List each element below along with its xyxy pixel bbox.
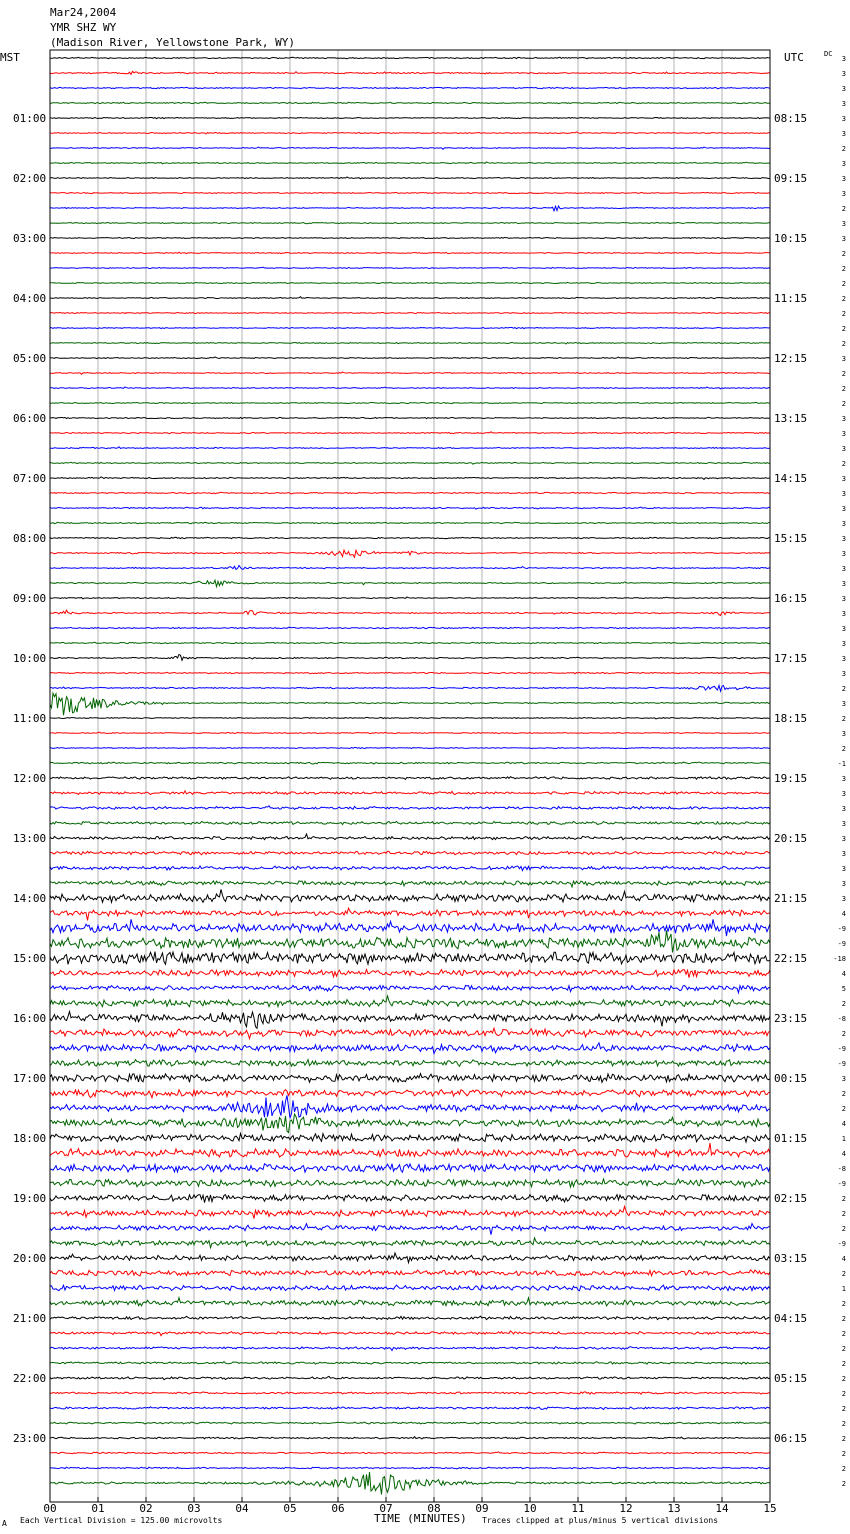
- trace-lines: [50, 57, 770, 1494]
- mst-hour-label: 10:00: [13, 652, 47, 665]
- trace-line: [50, 192, 770, 193]
- utc-hour-labels: [774, 112, 807, 1445]
- dc-offset-label: 3: [841, 550, 846, 558]
- trace-line: [50, 102, 770, 103]
- mst-hour-label: 02:00: [13, 172, 47, 185]
- dc-offset-label: 2: [841, 385, 846, 393]
- trace-line: [50, 477, 770, 480]
- trace-line: [50, 969, 770, 977]
- mst-hour-label: 08:00: [13, 532, 47, 545]
- trace-line: [50, 1143, 770, 1157]
- trace-line: [50, 1074, 770, 1083]
- dc-offset-label: 3: [841, 430, 846, 438]
- trace-line: [50, 223, 770, 224]
- mst-hour-label: 23:00: [13, 1432, 47, 1445]
- trace-line: [50, 685, 770, 691]
- trace-line: [50, 1206, 770, 1218]
- dc-offset-label: -8: [837, 1015, 846, 1023]
- trace-line: [50, 996, 770, 1007]
- dc-offset-label: 3: [841, 820, 846, 828]
- dc-offset-label: 2: [841, 1090, 846, 1098]
- dc-offset-label: 2: [841, 1390, 846, 1398]
- trace-line: [50, 597, 770, 599]
- trace-line: [50, 87, 770, 88]
- mst-hour-label: 17:00: [13, 1072, 47, 1085]
- trace-line: [50, 931, 770, 953]
- trace-line: [50, 952, 770, 965]
- trace-line: [50, 1253, 770, 1263]
- x-tick-label: 04: [235, 1502, 249, 1515]
- x-tick-label: 03: [187, 1502, 201, 1515]
- trace-line: [50, 206, 770, 211]
- trace-line: [50, 610, 770, 615]
- dc-offset-label: 3: [841, 505, 846, 513]
- x-tick-label: 02: [139, 1502, 153, 1515]
- trace-line: [50, 1331, 770, 1336]
- dc-offset-label: 3: [841, 580, 846, 588]
- dc-offset-label: 1: [841, 1135, 846, 1143]
- x-axis-title: TIME (MINUTES): [374, 1512, 467, 1525]
- utc-hour-label: 01:15: [774, 1132, 808, 1145]
- trace-line: [50, 237, 770, 238]
- utc-hour-label: 16:15: [774, 592, 808, 605]
- mst-hour-label: 15:00: [13, 952, 47, 965]
- x-tick-label: 13: [667, 1502, 681, 1515]
- dc-offset-label: 3: [841, 130, 846, 138]
- trace-line: [50, 372, 770, 374]
- trace-line: [50, 1316, 770, 1319]
- trace-line: [50, 566, 770, 570]
- scale-note: Each Vertical Division = 125.00 microvolts: [20, 1516, 223, 1525]
- dc-offset-label: 2: [841, 1270, 846, 1278]
- trace-line: [50, 580, 770, 586]
- x-tick-label: 09: [475, 1502, 489, 1515]
- dc-offset-label: 4: [841, 970, 846, 978]
- utc-hour-label: 11:15: [774, 292, 808, 305]
- trace-line: [50, 1437, 770, 1439]
- dc-offset-label: 3: [841, 565, 846, 573]
- utc-hour-label: 02:15: [774, 1192, 808, 1205]
- trace-line: [50, 342, 770, 344]
- dc-offset-label: 3: [841, 655, 846, 663]
- dc-offset-label: 3: [841, 625, 846, 633]
- trace-line: [50, 162, 770, 164]
- mst-hour-label: 05:00: [13, 352, 47, 365]
- trace-line: [50, 821, 770, 824]
- dc-offset-label: 2: [841, 310, 846, 318]
- x-tick-label: 15: [763, 1502, 777, 1515]
- dc-offset-label: 3: [841, 535, 846, 543]
- trace-line: [50, 387, 770, 389]
- trace-line: [50, 627, 770, 628]
- trace-line: [50, 432, 770, 434]
- trace-line: [50, 1195, 770, 1203]
- dc-offset-label: 2: [841, 295, 846, 303]
- mst-hour-label: 12:00: [13, 772, 47, 785]
- trace-line: [50, 762, 770, 764]
- mst-hour-label: 06:00: [13, 412, 47, 425]
- dc-offset-label: 2: [841, 685, 846, 693]
- dc-offset-label: 3: [841, 1075, 846, 1083]
- trace-line: [50, 642, 770, 643]
- utc-hour-label: 23:15: [774, 1012, 808, 1025]
- dc-offset-label: 2: [841, 1375, 846, 1383]
- dc-offset-label: 3: [841, 235, 846, 243]
- dc-offset-label: -8: [837, 1165, 846, 1173]
- trace-line: [50, 132, 770, 134]
- trace-line: [50, 1298, 770, 1306]
- trace-line: [50, 747, 770, 748]
- utc-hour-label: 18:15: [774, 712, 808, 725]
- trace-line: [50, 1472, 770, 1494]
- trace-line: [50, 1270, 770, 1276]
- trace-line: [50, 1392, 770, 1394]
- dc-offset-label: 2: [841, 1105, 846, 1113]
- dc-offset-label: 3: [841, 790, 846, 798]
- trace-line: [50, 147, 770, 149]
- trace-line: [50, 693, 770, 715]
- trace-line: [50, 1043, 770, 1054]
- trace-line: [50, 1012, 770, 1029]
- dc-offset-label: 2: [841, 1030, 846, 1038]
- dc-offset-label: 2: [841, 280, 846, 288]
- corner-mark: A: [2, 1519, 7, 1528]
- trace-line: [50, 1114, 770, 1132]
- dc-offset-label: 2: [841, 205, 846, 213]
- dc-offset-label: 3: [841, 670, 846, 678]
- dc-offset-label: 3: [841, 850, 846, 858]
- dc-offset-label: 3: [841, 220, 846, 228]
- x-tick-label: 12: [619, 1502, 633, 1515]
- trace-line: [50, 1347, 770, 1351]
- trace-line: [50, 462, 770, 464]
- trace-line: [50, 1422, 770, 1424]
- dc-offset-label: 3: [841, 490, 846, 498]
- mst-hour-label: 11:00: [13, 712, 47, 725]
- mst-hour-label: 01:00: [13, 112, 47, 125]
- dc-offset-label: 2: [841, 1465, 846, 1473]
- mst-hour-label: 22:00: [13, 1372, 47, 1385]
- trace-line: [50, 57, 770, 58]
- x-tick-label: 01: [91, 1502, 105, 1515]
- trace-line: [50, 1285, 770, 1291]
- dc-offset-label: 3: [841, 475, 846, 483]
- trace-line: [50, 537, 770, 538]
- dc-offset-label: -18: [833, 955, 846, 963]
- dc-offset-label: 2: [841, 1345, 846, 1353]
- trace-line: [50, 834, 770, 840]
- dc-offset-label: 3: [841, 880, 846, 888]
- trace-line: [50, 267, 770, 268]
- dc-offset-label: 3: [841, 100, 846, 108]
- mst-hour-label: 18:00: [13, 1132, 47, 1145]
- dc-offset-label: 2: [841, 400, 846, 408]
- mst-hour-label: 03:00: [13, 232, 47, 245]
- trace-line: [50, 672, 770, 673]
- trace-line: [50, 851, 770, 854]
- trace-line: [50, 1134, 770, 1143]
- dc-offset-label: 5: [841, 985, 846, 993]
- trace-line: [50, 492, 770, 494]
- dc-offset-label: 2: [841, 325, 846, 333]
- mst-hour-label: 14:00: [13, 892, 47, 905]
- dc-offset-label: 3: [841, 835, 846, 843]
- right-timezone-label: UTC: [784, 51, 804, 64]
- x-tick-label: 05: [283, 1502, 297, 1515]
- dc-offset-label: 2: [841, 1195, 846, 1203]
- dc-offset-label: 4: [841, 1150, 846, 1158]
- trace-line: [50, 717, 770, 719]
- utc-hour-label: 03:15: [774, 1252, 808, 1265]
- trace-line: [50, 1060, 770, 1067]
- utc-hour-label: 04:15: [774, 1312, 808, 1325]
- trace-line: [50, 777, 770, 780]
- trace-line: [50, 313, 770, 314]
- dc-offset-label: 2: [841, 265, 846, 273]
- utc-hour-label: 14:15: [774, 472, 808, 485]
- trace-line: [50, 550, 770, 557]
- trace-line: [50, 908, 770, 920]
- dc-offset-label: 2: [841, 1480, 846, 1488]
- mst-hour-labels: [13, 112, 46, 1445]
- trace-line: [50, 806, 770, 810]
- mst-hour-label: 04:00: [13, 292, 47, 305]
- trace-line: [50, 402, 770, 403]
- mst-hour-label: 16:00: [13, 1012, 47, 1025]
- utc-hour-label: 06:15: [774, 1432, 808, 1445]
- dc-offset-label: 3: [841, 805, 846, 813]
- utc-hour-label: 08:15: [774, 112, 808, 125]
- utc-hour-label: 09:15: [774, 172, 808, 185]
- dc-offset-label: -9: [837, 1180, 846, 1188]
- trace-line: [50, 1452, 770, 1454]
- trace-line: [50, 889, 770, 902]
- trace-line: [50, 732, 770, 733]
- dc-offset-label: 3: [841, 775, 846, 783]
- utc-hour-label: 19:15: [774, 772, 808, 785]
- dc-offset-label: 2: [841, 1450, 846, 1458]
- dc-offset-label: -9: [837, 925, 846, 933]
- trace-line: [50, 1095, 770, 1118]
- dc-offset-label: 2: [841, 1315, 846, 1323]
- dc-offset-label: 3: [841, 175, 846, 183]
- trace-line: [50, 297, 770, 299]
- dc-offset-label: 3: [841, 520, 846, 528]
- trace-line: [50, 1376, 770, 1379]
- utc-hour-label: 20:15: [774, 832, 808, 845]
- trace-line: [50, 177, 770, 179]
- utc-hour-label: 21:15: [774, 892, 808, 905]
- left-timezone-label: MST: [0, 51, 20, 64]
- trace-line: [50, 919, 770, 936]
- trace-line: [50, 417, 770, 418]
- dc-offset-label: 2: [841, 1225, 846, 1233]
- utc-hour-label: 13:15: [774, 412, 808, 425]
- dc-offset-label: 2: [841, 1300, 846, 1308]
- utc-hour-label: 10:15: [774, 232, 808, 245]
- trace-line: [50, 1362, 770, 1365]
- dc-offset-label: 2: [841, 1330, 846, 1338]
- dc-offset-label: 2: [841, 1000, 846, 1008]
- dc-offset-label: 4: [841, 1120, 846, 1128]
- dc-offset-label: 3: [841, 610, 846, 618]
- trace-line: [50, 985, 770, 992]
- dc-offset-label: 2: [841, 460, 846, 468]
- dc-offset-label: 2: [841, 715, 846, 723]
- dc-offset-label: 3: [841, 55, 846, 63]
- x-tick-label: 07: [379, 1502, 393, 1515]
- trace-line: [50, 1238, 770, 1248]
- dc-offset-labels: [833, 55, 846, 1488]
- dc-offset-label: 3: [841, 595, 846, 603]
- trace-line: [50, 282, 770, 283]
- dc-offset-label: 2: [841, 1360, 846, 1368]
- mst-hour-label: 13:00: [13, 832, 47, 845]
- dc-offset-label: 3: [841, 160, 846, 168]
- utc-hour-label: 12:15: [774, 352, 808, 365]
- trace-line: [50, 118, 770, 119]
- mst-hour-label: 20:00: [13, 1252, 47, 1265]
- trace-line: [50, 327, 770, 328]
- date-label: Mar24,2004: [50, 6, 117, 19]
- trace-line: [50, 522, 770, 523]
- clip-note: Traces clipped at plus/minus 5 vertical divisions: [482, 1516, 719, 1525]
- trace-line: [50, 1090, 770, 1098]
- mst-hour-label: 19:00: [13, 1192, 47, 1205]
- dc-offset-label: 3: [841, 190, 846, 198]
- dc-offset-label: 2: [841, 370, 846, 378]
- dc-offset-label: 3: [841, 415, 846, 423]
- dc-column-header: DC: [824, 50, 833, 58]
- dc-offset-label: 3: [841, 115, 846, 123]
- dc-offset-label: 3: [841, 730, 846, 738]
- dc-offset-label: 3: [841, 445, 846, 453]
- dc-offset-label: 2: [841, 1210, 846, 1218]
- x-tick-label: 06: [331, 1502, 345, 1515]
- trace-line: [50, 866, 770, 871]
- x-tick-label: 14: [715, 1502, 729, 1515]
- dc-offset-label: 3: [841, 895, 846, 903]
- trace-line: [50, 1164, 770, 1173]
- trace-line: [50, 447, 770, 449]
- trace-line: [50, 357, 770, 359]
- dc-offset-label: 3: [841, 865, 846, 873]
- dc-offset-label: 2: [841, 145, 846, 153]
- utc-hour-label: 00:15: [774, 1072, 808, 1085]
- trace-line: [50, 71, 770, 74]
- dc-offset-label: 3: [841, 70, 846, 78]
- dc-offset-label: 4: [841, 1255, 846, 1263]
- utc-hour-label: 22:15: [774, 952, 808, 965]
- dc-offset-label: 1: [841, 1285, 846, 1293]
- dc-offset-label: -9: [837, 1240, 846, 1248]
- utc-hour-label: 15:15: [774, 532, 808, 545]
- dc-offset-label: 3: [841, 85, 846, 93]
- mst-hour-label: 07:00: [13, 472, 47, 485]
- utc-hour-label: 17:15: [774, 652, 808, 665]
- trace-line: [50, 881, 770, 887]
- dc-offset-label: 2: [841, 745, 846, 753]
- station-label: YMR SHZ WY: [50, 21, 117, 34]
- x-tick-label: 10: [523, 1502, 537, 1515]
- location-label: (Madison River, Yellowstone Park, WY): [50, 36, 296, 49]
- dc-offset-label: -9: [837, 940, 846, 948]
- trace-line: [50, 1407, 770, 1410]
- dc-offset-label: -9: [837, 1045, 846, 1053]
- dc-offset-label: 3: [841, 640, 846, 648]
- dc-offset-label: 3: [841, 355, 846, 363]
- trace-line: [50, 655, 770, 661]
- mst-hour-label: 09:00: [13, 592, 47, 605]
- dc-offset-label: 2: [841, 1435, 846, 1443]
- x-tick-label: 00: [43, 1502, 57, 1515]
- dc-offset-label: 2: [841, 1420, 846, 1428]
- dc-offset-label: 2: [841, 340, 846, 348]
- trace-line: [50, 1028, 770, 1039]
- dc-offset-label: 4: [841, 910, 846, 918]
- x-tick-label: 08: [427, 1502, 441, 1515]
- trace-line: [50, 1224, 770, 1235]
- trace-line: [50, 791, 770, 795]
- x-tick-label: 11: [571, 1502, 585, 1515]
- dc-offset-label: 2: [841, 1405, 846, 1413]
- dc-offset-label: 2: [841, 250, 846, 258]
- mst-hour-label: 21:00: [13, 1312, 47, 1325]
- trace-line: [50, 1467, 770, 1469]
- dc-offset-label: -9: [837, 1060, 846, 1068]
- dc-offset-label: 3: [841, 700, 846, 708]
- trace-line: [50, 1179, 770, 1187]
- dc-offset-label: -1: [837, 760, 846, 768]
- trace-line: [50, 252, 770, 254]
- trace-line: [50, 507, 770, 509]
- utc-hour-label: 05:15: [774, 1372, 808, 1385]
